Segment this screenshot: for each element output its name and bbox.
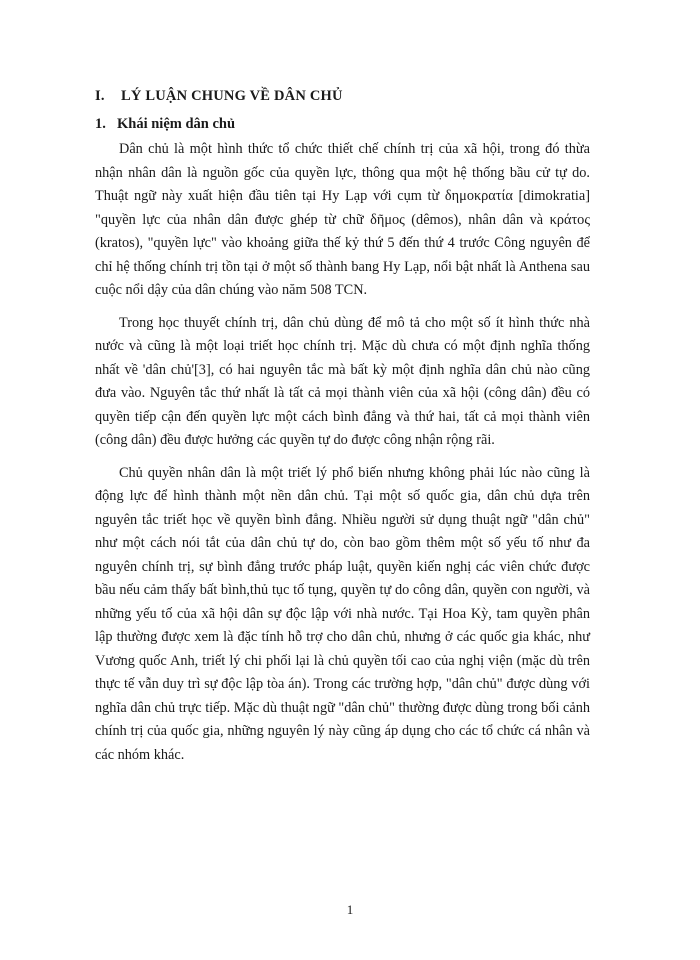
section-heading [95, 88, 343, 105]
subsection-number: 1. [95, 116, 106, 132]
subsection-title: Khái niệm dân chủ [117, 116, 236, 132]
paragraph-2: Trong học thuyết chính trị, dân chủ dùng để mô tả cho một số ít hình thức nhà nước và cũng là một loại triết học chính trị. Mặc dù chưa có một định nghĩa thống nhất về 'dân chủ'[3], có hai nguyên tắc mà bất kỳ một định nghĩa dân chủ nào cũng đưa vào. Nguyên tắc thứ nhất là tất cả mọi thành viên của xã hội (công dân) đều có quyền tiếp cận đến quyền lực một cách bình đẳng và thứ hai, tất cả mọi thành viên (công dân) đều được hưởng các quyền tự do được công nhận rộng rãi. [95, 314, 590, 448]
section-number: I. [95, 88, 105, 104]
page-number: 1 [346, 902, 354, 917]
section-title: LÝ LUẬN CHUNG VỀ DÂN CHỦ [121, 88, 343, 104]
subsection-heading [95, 116, 235, 133]
paragraph-3: Chủ quyền nhân dân là một triết lý phổ biến nhưng không phải lúc nào cũng là động lực để hình thành một nền dân chủ. Tại một số quốc gia, dân chủ dựa trên nguyên tắc triết học về quyền bình đẳng. Nhiều người sử dụng thuật ngữ "dân chủ" như một cách nói tắt của dân chủ tự do, còn bao gồm thêm một số yếu tố như đa nguyên chính trị, sự bình đẳng trước pháp luật, quyền kiến nghị các viên chức được bầu nếu cảm thấy bất bình,thủ tục tố tụng, quyền tự do công dân, quyền con người, và những yếu tố của xã hội dân sự độc lập với nhà nước. Tại Hoa Kỳ, tam quyền phân lập thường được xem là đặc tính hỗ trợ cho dân chủ, nhưng ở các quốc gia khác, như Vương quốc Anh, triết lý chi phối lại là chủ quyền tối cao của nghị viện (mặc dù trên thực tế vẫn duy trì sự độc lập tòa án). Trong các trường hợp, "dân chủ" được dùng với nghĩa dân chủ trực tiếp. Mặc dù thuật ngữ "dân chủ" thường được dùng trong bối cảnh chính trị của quốc gia, những nguyên lý này cũng áp dụng cho các tổ chức cá nhân và các nhóm khác. [95, 464, 590, 763]
body-text [95, 138, 590, 776]
paragraph-1: Dân chủ là một hình thức tổ chức thiết chế chính trị của xã hội, trong đó thừa nhận nhân dân là nguồn gốc của quyền lực, thông qua một hệ thống bầu cử tự do. Thuật ngữ này xuất hiện đầu tiên tại Hy Lạp với cụm từ δημοκρατία [dimokratia] "quyền lực của nhân dân được ghép từ chữ δῆμος (dêmos), nhân dân và κράτος (kratos), "quyền lực" vào khoảng giữa thế kỷ thứ 5 đến thứ 4 trước Công nguyên để chỉ hệ thống chính trị tồn tại ở một số thành bang Hy Lạp, nổi bật nhất là Anthena sau cuộc nổi dậy của dân chúng vào năm 508 TCN. [95, 141, 590, 298]
